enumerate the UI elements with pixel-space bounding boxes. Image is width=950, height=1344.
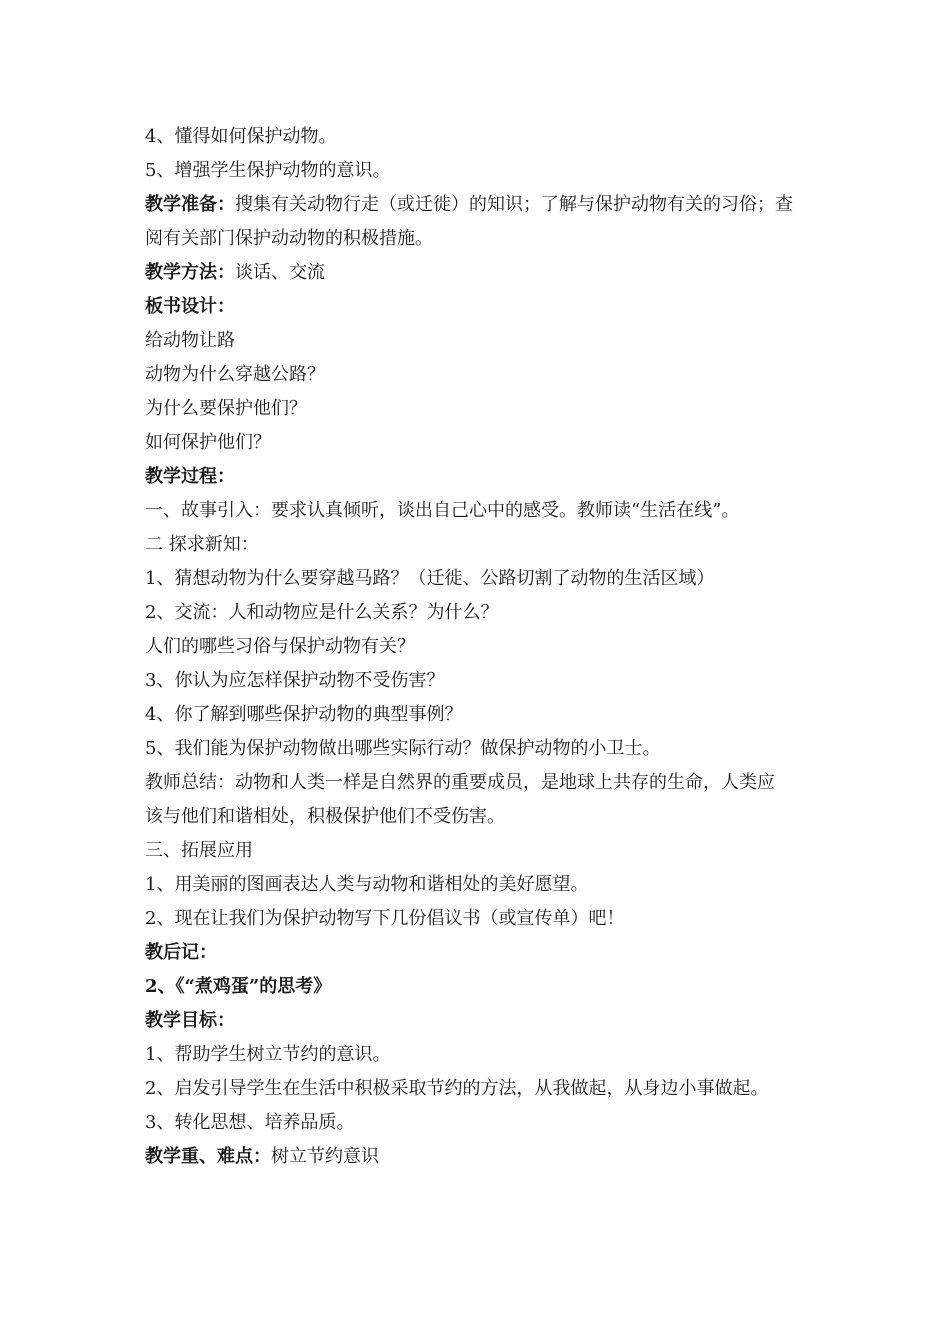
line-text: 该与他们和谐相处，积极保护他们不受伤害。 — [145, 806, 505, 827]
doc-line — [145, 188, 815, 222]
line-text: 2、现在让我们为保护动物写下几份倡议书（或宣传单）吧！ — [145, 908, 625, 929]
doc-line — [145, 222, 815, 256]
doc-line — [145, 256, 815, 290]
line-text: 搜集有关动物行走（或迁徙）的知识；了解与保护动物有关的习俗；查 — [235, 194, 793, 215]
line-text: 人们的哪些习俗与保护动物有关？ — [145, 636, 415, 657]
line-text: 1、帮助学生树立节约的意识。 — [145, 1044, 391, 1065]
doc-line — [145, 392, 815, 426]
doc-line — [145, 120, 815, 154]
doc-line — [145, 528, 815, 562]
doc-line — [145, 154, 815, 188]
doc-line — [145, 936, 815, 970]
line-text: 一、故事引入：要求认真倾听，谈出自己心中的感受。教师读“生活在线”。 — [145, 500, 740, 521]
line-label: 教学准备： — [145, 194, 235, 215]
doc-line — [145, 494, 815, 528]
line-text: 3、你认为应怎样保护动物不受伤害？ — [145, 670, 445, 691]
doc-line — [145, 426, 815, 460]
line-label: 板书设计： — [145, 296, 235, 317]
line-label: 教学方法： — [145, 262, 235, 283]
line-text: 如何保护他们？ — [145, 432, 271, 453]
doc-line — [145, 630, 815, 664]
line-text: 4、你了解到哪些保护动物的典型事例？ — [145, 704, 463, 725]
section-heading: 2、《“煮鸡蛋”的思考》 — [145, 976, 332, 997]
doc-line — [145, 460, 815, 494]
line-text: 1、猜想动物为什么要穿越马路？（迁徙、公路切割了动物的生活区域） — [145, 568, 715, 589]
doc-line — [145, 324, 815, 358]
line-text: 3、转化思想、培养品质。 — [145, 1112, 355, 1133]
line-text: 阅有关部门保护动动物的积极措施。 — [145, 228, 433, 249]
doc-line — [145, 902, 815, 936]
line-text: 动物为什么穿越公路？ — [145, 364, 325, 385]
line-label: 教学目标： — [145, 1010, 235, 1031]
line-text: 2、交流：人和动物应是什么关系？为什么？ — [145, 602, 499, 623]
doc-line — [145, 970, 815, 1004]
doc-line — [145, 562, 815, 596]
line-text: 5、增强学生保护动物的意识。 — [145, 160, 391, 181]
doc-line — [145, 868, 815, 902]
line-label: 教学过程： — [145, 466, 235, 487]
doc-line — [145, 1072, 815, 1106]
doc-line — [145, 664, 815, 698]
line-text: 树立节约意识 — [271, 1146, 379, 1167]
line-text: 4、懂得如何保护动物。 — [145, 126, 337, 147]
line-text: 谈话、交流 — [235, 262, 325, 283]
doc-line — [145, 1038, 815, 1072]
doc-line — [145, 1140, 815, 1174]
line-label: 教后记： — [145, 942, 217, 963]
doc-line — [145, 290, 815, 324]
line-text: 1、用美丽的图画表达人类与动物和谐相处的美好愿望。 — [145, 874, 589, 895]
doc-line — [145, 358, 815, 392]
doc-line — [145, 1004, 815, 1038]
line-label: 教学重、难点： — [145, 1146, 271, 1167]
line-text: 教师总结：动物和人类一样是自然界的重要成员，是地球上共存的生命，人类应 — [145, 772, 775, 793]
document-page — [145, 120, 815, 1174]
line-text: 二 探求新知： — [145, 534, 259, 555]
line-text: 给动物让路 — [145, 330, 235, 351]
doc-line — [145, 596, 815, 630]
doc-line — [145, 1106, 815, 1140]
doc-line — [145, 834, 815, 868]
line-text: 三、拓展应用 — [145, 840, 253, 861]
line-text: 2、启发引导学生在生活中积极采取节约的方法，从我做起，从身边小事做起。 — [145, 1078, 769, 1099]
doc-line — [145, 766, 815, 800]
doc-line — [145, 698, 815, 732]
line-text: 为什么要保护他们？ — [145, 398, 307, 419]
doc-line — [145, 732, 815, 766]
doc-line — [145, 800, 815, 834]
line-text: 5、我们能为保护动物做出哪些实际行动？做保护动物的小卫士。 — [145, 738, 661, 759]
